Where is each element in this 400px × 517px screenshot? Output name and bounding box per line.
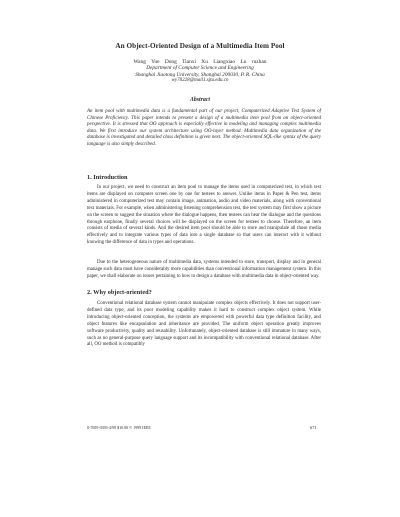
section-2-paragraph-1: Conventional relational database system cannot manipulate complex objects effectively. It does not support user-defined data type, and its poor modeling capability makes it hard to construct complex object system. While introducing object-oriented conception, the systems are empowered with powerful data type definition facility, and object features like encapsulation and inheritance are provided. The uniform object operation greatly improves software productivity, quality and reusability. Unfortunately, object-oriented database is still immature in many ways, such as no general-purpose query language support and its incompatibility with conventional relational database. After all, OO method is compatibly bbox=[87, 301, 321, 348]
section-1-paragraph-1: In our project, we need to construct an item pool to manage the items used in computerized test, in which test items are displayed on computer screen one by one for testees to answer. Unlike items in Paper & Pen test, items administered in computerized test may contain image, animation, audio and video materials, along with conventional text materials. For example, when administering listening comprehension test, the test system may first show a picture on the screen to suggest the situation where the dialogue happens, then testees can hear the dialogue and the questions through earphone, finally several choices will be displayed on the screen for testees to choose. Therefore, an item consists of media of several kinds. And the desired item pool should be able to store and manipulate all those media effectively and to integrate various types of data into a single database so that users can interact with it without knowing the difference of data in types and operations. bbox=[87, 185, 321, 246]
copyright-footer: 0-7695-0393-4/99 $10.00 © 1999 IEEE bbox=[87, 425, 151, 430]
abstract-text: An item pool with multimedia data is a fundamental part of our project, Computerized Adaptive Test System of Chinese Proficiency. This paper intends to present a design of a multimedia item pool from an object-oriented perspective. It is stressed that OO approach is especially effective in modeling and managing complex multimedia data. We first introduce our system architecture using OO-layer method. Multimedia data organization of the database is investigated and detailed class definition is given next. The object-oriented SQL-like syntax of the query language is also simply described. bbox=[87, 109, 321, 147]
abstract-heading: Abstract bbox=[190, 97, 210, 103]
page-number: 671 bbox=[310, 425, 317, 430]
author-email: wy70228@mail1.sjtu.edu.cn bbox=[171, 78, 229, 84]
paper-header bbox=[78, 42, 322, 85]
section-1-paragraph-2: Due to the heterogeneous nature of multimedia data, systems intended to store, transport, display and in general manage such data must have considerably more capabilities than conventional information management system. In this paper, we shall elaborate on issues pertaining to how to design a database with multimedia data in object-oriented way. bbox=[87, 260, 321, 279]
affiliation-department: Department of Computer Science and Engineering bbox=[146, 65, 254, 71]
author-list: Wang Yue Dong Tianxi Xu Liangxiao Lu ruzhan bbox=[133, 59, 267, 65]
section-1-heading: 1. Introduction bbox=[87, 174, 128, 181]
affiliation-university: Shanghai Jiaotong University, Shanghai 200030, P. R. China bbox=[135, 71, 265, 78]
paper-title: An Object-Oriented Design of a Multimedia Item Pool bbox=[115, 42, 285, 50]
section-2-heading: 2. Why object-oriented? bbox=[87, 289, 152, 296]
